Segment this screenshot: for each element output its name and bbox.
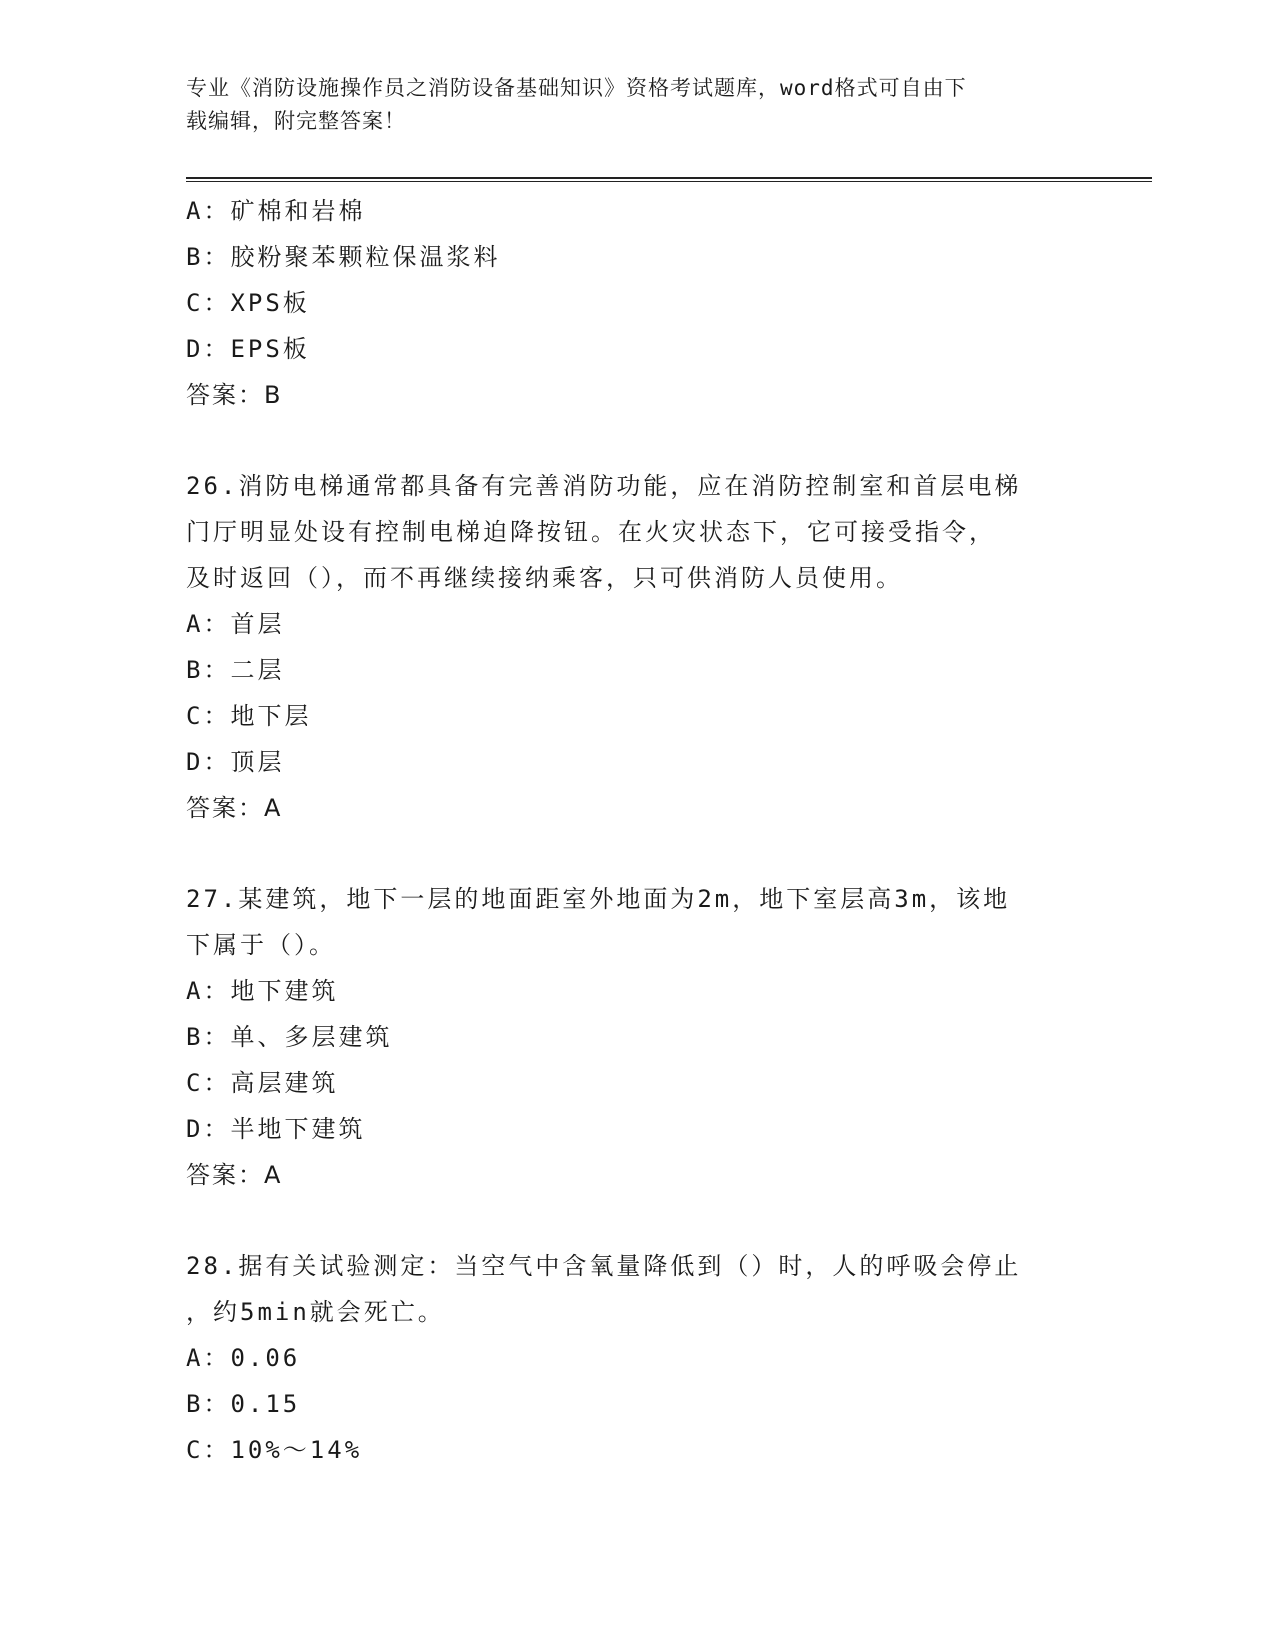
option-d: D：半地下建筑 [186,1115,366,1143]
answer: 答案：A [186,1161,283,1189]
question-stem: ，约5min就会死亡。 [186,1298,445,1326]
option-a: A：矿棉和岩棉 [186,197,366,225]
spacer [186,831,1086,876]
header-line-1: 专业《消防设施操作员之消防设备基础知识》资格考试题库，word格式可自由下 [186,76,967,100]
question-list [186,188,1086,1473]
option-a: A：地下建筑 [186,977,339,1005]
header-divider [186,177,1152,182]
option-c: C：10%～14% [186,1436,363,1464]
option-d: D：顶层 [186,748,285,776]
question-stem: 27.某建筑，地下一层的地面距室外地面为2m，地下室层高3m，该地 [186,885,1011,913]
question-27 [186,876,1086,1198]
option-a: A：首层 [186,610,285,638]
option-b: B：胶粉聚苯颗粒保温浆料 [186,243,501,271]
option-c: C：XPS板 [186,289,310,317]
question-stem: 下属于（）。 [186,931,336,959]
option-c: C：地下层 [186,702,312,730]
question-25 [186,188,1086,418]
spacer [186,418,1086,463]
question-stem: 28.据有关试验测定：当空气中含氧量降低到（）时，人的呼吸会停止 [186,1252,1022,1280]
option-a: A：0.06 [186,1344,301,1372]
question-stem: 及时返回（），而不再继续接纳乘客，只可供消防人员使用。 [186,564,903,592]
header-line-2: 载编辑，附完整答案！ [186,109,406,133]
option-b: B：0.15 [186,1390,301,1418]
option-d: D：EPS板 [186,335,310,363]
answer: 答案：A [186,794,283,822]
question-stem: 26.消防电梯通常都具备有完善消防功能，应在消防控制室和首层电梯 [186,472,1022,500]
document-header [186,72,1086,138]
question-28 [186,1243,1086,1473]
answer: 答案：B [186,381,283,409]
option-c: C：高层建筑 [186,1069,339,1097]
option-b: B：二层 [186,656,285,684]
spacer [186,1198,1086,1243]
question-stem: 门厅明显处设有控制电梯迫降按钮。在火灾状态下，它可接受指令， [186,518,996,546]
question-26 [186,463,1086,831]
option-b: B：单、多层建筑 [186,1023,393,1051]
